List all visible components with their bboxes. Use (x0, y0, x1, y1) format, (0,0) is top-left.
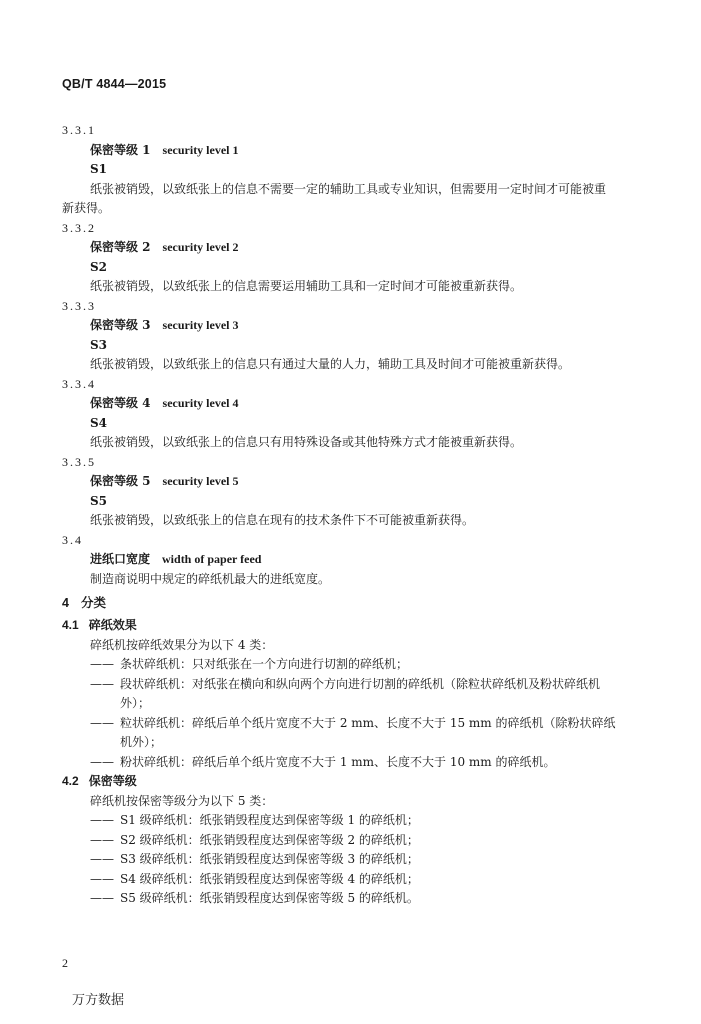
term (62, 238, 647, 258)
list-item-text: 粉状碎纸机：碎纸后单个纸片宽度不大于 1 mm、长度不大于 10 mm 的碎纸机。 (120, 754, 556, 769)
term-cn: 保密等级 3 (90, 318, 151, 332)
definition-text: 纸张被销毁，以致纸张上的信息不需要一定的辅助工具或专业知识，但需要用一定时间才可能被重 (90, 181, 607, 196)
term-en: security level 5 (162, 474, 239, 488)
dash-marker: —— (90, 852, 114, 866)
dash-marker: —— (90, 715, 114, 730)
term (62, 550, 647, 570)
term (62, 472, 647, 492)
definition-3-3-5 (62, 453, 647, 531)
subsection-heading-4-2 (62, 772, 647, 792)
document-body (62, 121, 647, 909)
dash-marker: —— (90, 832, 114, 847)
subsection-number: 4.2 (62, 774, 79, 788)
definition-3-3-4 (62, 375, 647, 453)
term-cn: 保密等级 2 (90, 240, 151, 254)
list-intro: 碎纸机按碎纸效果分为以下 4 类： (90, 637, 274, 652)
page-number: 2 (62, 956, 68, 970)
definition-3-3-2 (62, 219, 647, 297)
list-item (62, 889, 647, 909)
term-en: security level 1 (162, 142, 239, 157)
term-code: S2 (90, 259, 108, 274)
term-en: security level 4 (162, 396, 239, 410)
list-item-text: 粒状碎纸机：碎纸后单个纸片宽度不大于 2 mm、长度不大于 15 mm 的碎纸机（除粉状碎纸 (120, 715, 616, 730)
list-item (62, 753, 647, 773)
definition-3-4 (62, 531, 647, 590)
term-cn: 保密等级 1 (90, 142, 151, 157)
list-item (62, 655, 647, 675)
list-intro: 碎纸机按保密等级分为以下 5 类： (90, 793, 274, 808)
definition-text: 纸张被销毁，以致纸张上的信息在现有的技术条件下不可能被重新获得。 (90, 513, 475, 527)
term (62, 316, 647, 336)
list-item-text: 条状碎纸机：只对纸张在一个方向进行切割的碎纸机； (120, 657, 409, 671)
definition-3-3-3 (62, 297, 647, 375)
subsection-title: 保密等级 (88, 774, 137, 788)
list-item-text: S3 级碎纸机：纸张销毁程度达到保密等级 3 的碎纸机； (120, 852, 419, 866)
definition-3-3-1 (62, 121, 647, 219)
section-title: 分类 (80, 595, 106, 610)
term (62, 394, 647, 414)
list-item-text: S2 级碎纸机：纸张销毁程度达到保密等级 2 的碎纸机； (120, 832, 419, 847)
list-item (62, 831, 647, 851)
definition-text: 纸张被销毁，以致纸张上的信息只有通过大量的人力，辅助工具及时间才可能被重新获得。 (90, 357, 571, 371)
dash-marker: —— (90, 676, 114, 691)
dash-marker: —— (90, 891, 114, 905)
dash-marker: —— (90, 871, 114, 886)
section-number: 4 (62, 596, 69, 610)
definition-text: 制造商说明中规定的碎纸机最大的进纸宽度。 (90, 571, 331, 586)
list-item-text: 段状碎纸机：对纸张在横向和纵向两个方向进行切割的碎纸机（除粒状碎纸机及粉状碎纸机 (120, 676, 601, 691)
list-item-text: S5 级碎纸机：纸张销毁程度达到保密等级 5 的碎纸机。 (120, 891, 419, 905)
list-item (62, 675, 647, 695)
dash-marker: —— (90, 754, 114, 769)
definition-text: 纸张被销毁，以致纸张上的信息只有用特殊设备或其他特殊方式才能被重新获得。 (90, 435, 523, 449)
list-item-text: S4 级碎纸机：纸张销毁程度达到保密等级 4 的碎纸机； (120, 871, 419, 886)
term-code: S4 (90, 415, 108, 430)
term-en: security level 2 (162, 240, 239, 254)
term-en: security level 3 (162, 318, 239, 332)
definition-text: 纸张被销毁，以致纸张上的信息需要运用辅助工具和一定时间才可能被重新获得。 (90, 279, 523, 293)
list-item-text-cont: 外）； (120, 696, 151, 710)
clause-number: 3.3.4 (62, 376, 96, 391)
clause-number: 3.3.1 (62, 123, 96, 137)
term-code: S1 (90, 162, 108, 176)
subsection-heading-4-1 (62, 616, 647, 636)
list-item (62, 870, 647, 890)
clause-number: 3.3.5 (62, 454, 96, 469)
term-cn: 进纸口宽度 (90, 552, 151, 566)
clause-number: 3.3.2 (62, 220, 96, 235)
section-heading-4 (62, 593, 647, 613)
list-item (62, 714, 647, 734)
term-code: S5 (90, 493, 108, 508)
dash-marker: —— (90, 657, 114, 671)
term-code: S3 (90, 337, 108, 352)
subsection-title: 碎纸效果 (88, 618, 137, 632)
document-code: QB/T 4844—2015 (62, 77, 167, 91)
dash-marker: —— (90, 813, 114, 827)
list-item (62, 811, 647, 831)
list-item-text-cont: 机外）； (120, 735, 163, 749)
list-item-text: S1 级碎纸机：纸张销毁程度达到保密等级 1 的碎纸机； (120, 813, 419, 827)
term-cn: 保密等级 5 (90, 474, 151, 488)
clause-number: 3.4 (62, 532, 83, 547)
subsection-number: 4.1 (62, 618, 79, 632)
term-en: width of paper feed (162, 552, 262, 566)
definition-text-cont: 新获得。 (62, 201, 111, 215)
source-watermark: 万方数据 (72, 993, 125, 1008)
list-item (62, 850, 647, 870)
term-cn: 保密等级 4 (90, 396, 151, 410)
term (62, 141, 647, 161)
clause-number: 3.3.3 (62, 298, 96, 313)
